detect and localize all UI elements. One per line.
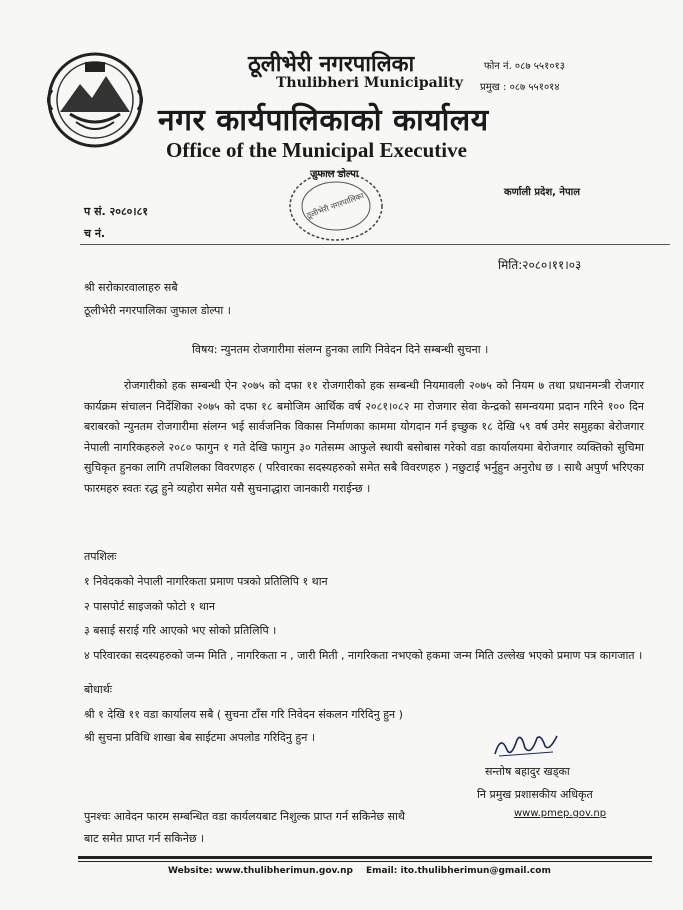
footer-website[interactable]: Website: www.thulibherimun.gov.np <box>168 866 353 876</box>
details-item: ४ परिवारका सदस्यहरुको जन्म मिति , नागरिकता न , जारी मिती , नागरिकता नभएको हकमा जन्म मिति उल्लेख भएको प्रमाण पत्र कागजात । <box>84 648 643 662</box>
office-address: जुफाल डोल्पा <box>310 169 359 180</box>
footer-email[interactable]: Email: ito.thulibherimun@gmail.com <box>366 866 551 876</box>
pmep-website-link[interactable]: www.pmep.gov.np <box>514 808 607 819</box>
municipality-name-np: ठूलीभेरी नगरपालिका <box>248 52 415 77</box>
letter-subject: विषय: न्युनतम रोजगारीमा संलग्न हुनका लागि निवेदन दिने सम्बन्धी सुचना । <box>192 343 489 356</box>
cc-list <box>84 703 403 749</box>
postscript-line-1: पुनश्चः आवेदन फारम सम्बन्धित वडा कार्यलयबाट निशुल्क प्राप्त गर्न सकिनेछ साथै <box>84 810 405 823</box>
addressee-line-2: ठूलीभेरी नगरपालिका जुफाल डोल्पा । <box>84 304 231 317</box>
stamp-text: ठूलीभेरी नगरपालिका <box>305 191 365 221</box>
chief-phone-number: प्रमुख : ०८७ ५५१०१४ <box>480 82 560 93</box>
details-item: १ निवेदकको नेपाली नागरिकता प्रमाण पत्रको प्रतिलिपि १ थान <box>84 575 328 588</box>
phone-number: फोन नं. ०८७ ५५१०१३ <box>484 61 565 72</box>
details-heading: तपशिलः <box>84 550 117 563</box>
dispatch-number: च नं. <box>84 227 106 240</box>
municipality-logo <box>40 50 150 150</box>
details-item: ३ बसाई सराई गरि आएको भए सोको प्रतिलिपि । <box>84 624 277 638</box>
details-item: २ पासपोर्ट साइजको फोटो १ थान <box>84 599 215 613</box>
letter-reference-number: प सं. २०८०।८१ <box>84 205 149 218</box>
details-list <box>84 570 664 666</box>
province: कर्णाली प्रदेश, नेपाल <box>504 187 581 198</box>
handwritten-signature <box>491 730 561 760</box>
postscript-line-2: बाट समेत प्राप्त गर्न सकिनेछ । <box>84 832 205 845</box>
cc-item: श्री १ देखि ११ वडा कार्यालय सबै ( सुचना टाँस गरि निवेदन संकलन गरिदिनु हुन ) <box>84 708 403 721</box>
footer-divider <box>78 856 652 859</box>
signer-designation: नि प्रमुख प्रशासकीय अधिकृत <box>477 788 593 801</box>
municipality-name-en: Thulibheri Municipality <box>276 75 463 91</box>
letter-body <box>84 376 644 500</box>
office-title-np: नगर कार्यपालिकाको कार्यालय <box>158 103 489 138</box>
cc-item: श्री सुचना प्रविधि शाखा बेब साईटमा अपलोड गरिदिनु हुन । <box>84 731 316 744</box>
signer-name: सन्तोष बहादुर खड्का <box>485 765 570 778</box>
footer-divider-thin <box>78 861 652 862</box>
letter-date: मिति:२०८०।११।०३ <box>498 258 582 272</box>
cc-heading: बोधार्थः <box>84 683 112 696</box>
addressee-line-1: श्री सरोकारवालाहरु सबै <box>84 281 178 294</box>
body-text: रोजगारीको हक सम्बन्धी ऐन २०७५ को दफा ११ रोजगारीको हक सम्बन्धी नियमावली २०७५ को नियम ७ तथा प्रधानमन्त्री रोजगार कार्यक्रम संचालन निर्देशिका २०७५ को दफा १८ बमोजिम आर्थिक वर्ष २०८१।०८२ मा रोजगार सेवा केन्द्रको समन्वयमा प्रदान गरिने १०० दिन बराबरको न्युनतम रोजगारीमा संलग्न भई सार्वजनिक विकास निर्माणका काममा योगदान गर्न इच्छुक १८ देखि ५९ वर्ष उमेर समुहका बेरोजगार नेपाली नागरिकहरुले २०८० फागुन १ गते देखि फागुन ३० गतेसम्म आफुले स्थायी बसोबास गरेको वडा कार्यालयमा बेरोजगार व्यक्तिको सुचिमा सुचिकृत हुनका लागि तपशिलका विवरणहरु ( परिवारका सदस्यहरुको समेत सबै विवरणहरु ) नछुटाई भर्नुहुन अनुरोध छ । साथै अपुर्ण भरिएका फारमहरु स्वतः रद्ध हुने व्यहोरा समेत यसै सुचनाद्धारा जानकारी गराईन्छ । <box>84 379 644 495</box>
office-title-en: Office of the Municipal Executive <box>166 138 467 162</box>
header-divider <box>80 244 670 245</box>
